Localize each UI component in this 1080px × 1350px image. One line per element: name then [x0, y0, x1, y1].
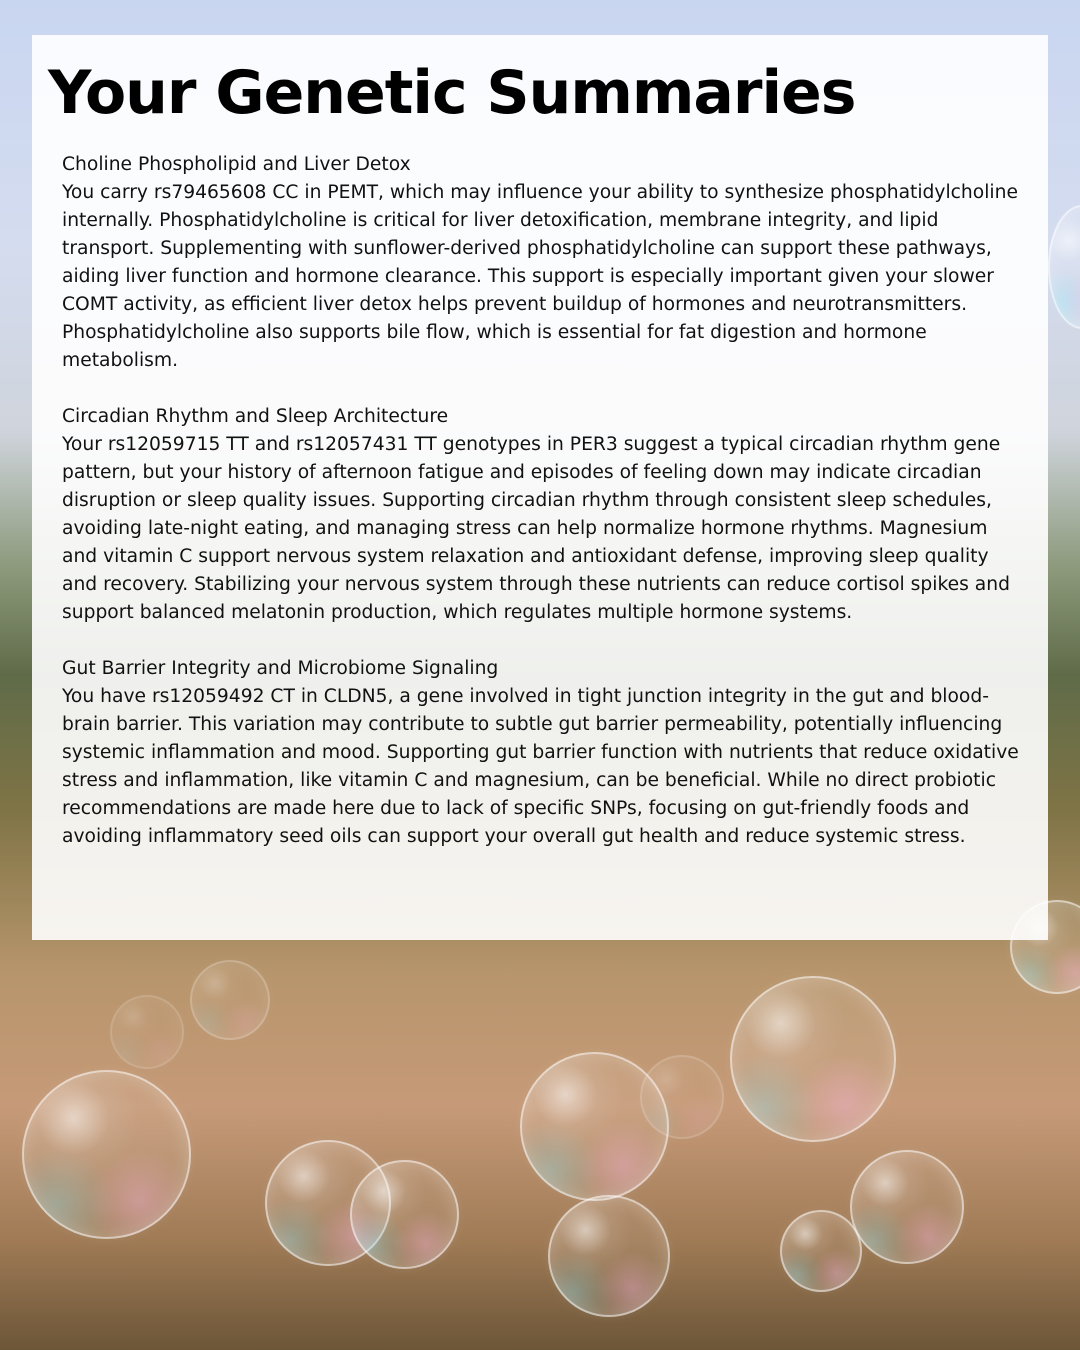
section-body: You have rs12059492 CT in CLDN5, a gene involved in tight junction integrity in the gut and blood-brain barrier. This variation may contribute to subtle gut barrier permeability, potentially influencing systemic inflammation and mood. Supporting gut barrier function with nutrients that reduce oxidative stress and inflammation, like vitamin C and magnesium, can be beneficial. While no direct probiotic recommendations are made here due to lack of specific SNPs, focusing on gut-friendly foods and avoiding inflammatory seed oils can support your overall gut health and reduce systemic stress. [62, 686, 1019, 847]
section-heading: Choline Phospholipid and Liver Detox [62, 154, 411, 175]
summary-card [32, 35, 1048, 940]
bubble [640, 1055, 724, 1139]
section-heading: Circadian Rhythm and Sleep Architecture [62, 406, 449, 427]
section-body: Your rs12059715 TT and rs12057431 TT genotypes in PER3 suggest a typical circadian rhythm gene pattern, but your history of afternoon fatigue and episodes of feeling down may indicate circadian disruption or sleep quality issues. Supporting circadian rhythm through consistent sleep schedules, avoiding late-night eating, and managing stress can help normalize hormone rhythms. Magnesium and vitamin C support nervous system relaxation and antioxidant defense, improving sleep quality and recovery. Stabilizing your nervous system through these nutrients can reduce cortisol spikes and support balanced melatonin production, which regulates multiple hormone systems. [62, 434, 1010, 623]
summary-section-circadian [62, 403, 1020, 627]
bubble [850, 1150, 964, 1264]
bubble [548, 1195, 670, 1317]
bubble [350, 1160, 459, 1269]
section-heading: Gut Barrier Integrity and Microbiome Signaling [62, 658, 499, 679]
summary-section-gut-barrier [62, 655, 1020, 851]
summary-sections [48, 151, 1024, 851]
bubble [190, 960, 270, 1040]
section-body: You carry rs79465608 CC in PEMT, which may influence your ability to synthesize phosphatidylcholine internally. Phosphatidylcholine is critical for liver detoxification, membrane integrity, and lipid transport. Supplementing with sunflower-derived phosphatidylcholine can support these pathways, aiding liver function and hormone clearance. This support is especially important given your slower COMT activity, as efficient liver detox helps prevent buildup of hormones and neurotransmitters. Phosphatidylcholine also supports bile flow, which is essential for fat digestion and hormone metabolism. [62, 182, 1018, 371]
bubble [110, 995, 184, 1069]
summary-section-choline [62, 151, 1020, 375]
bubble [1048, 205, 1080, 329]
bubble [780, 1210, 862, 1292]
bubble [730, 976, 896, 1142]
bubble [22, 1070, 191, 1239]
page-title: Your Genetic Summaries [48, 58, 856, 128]
